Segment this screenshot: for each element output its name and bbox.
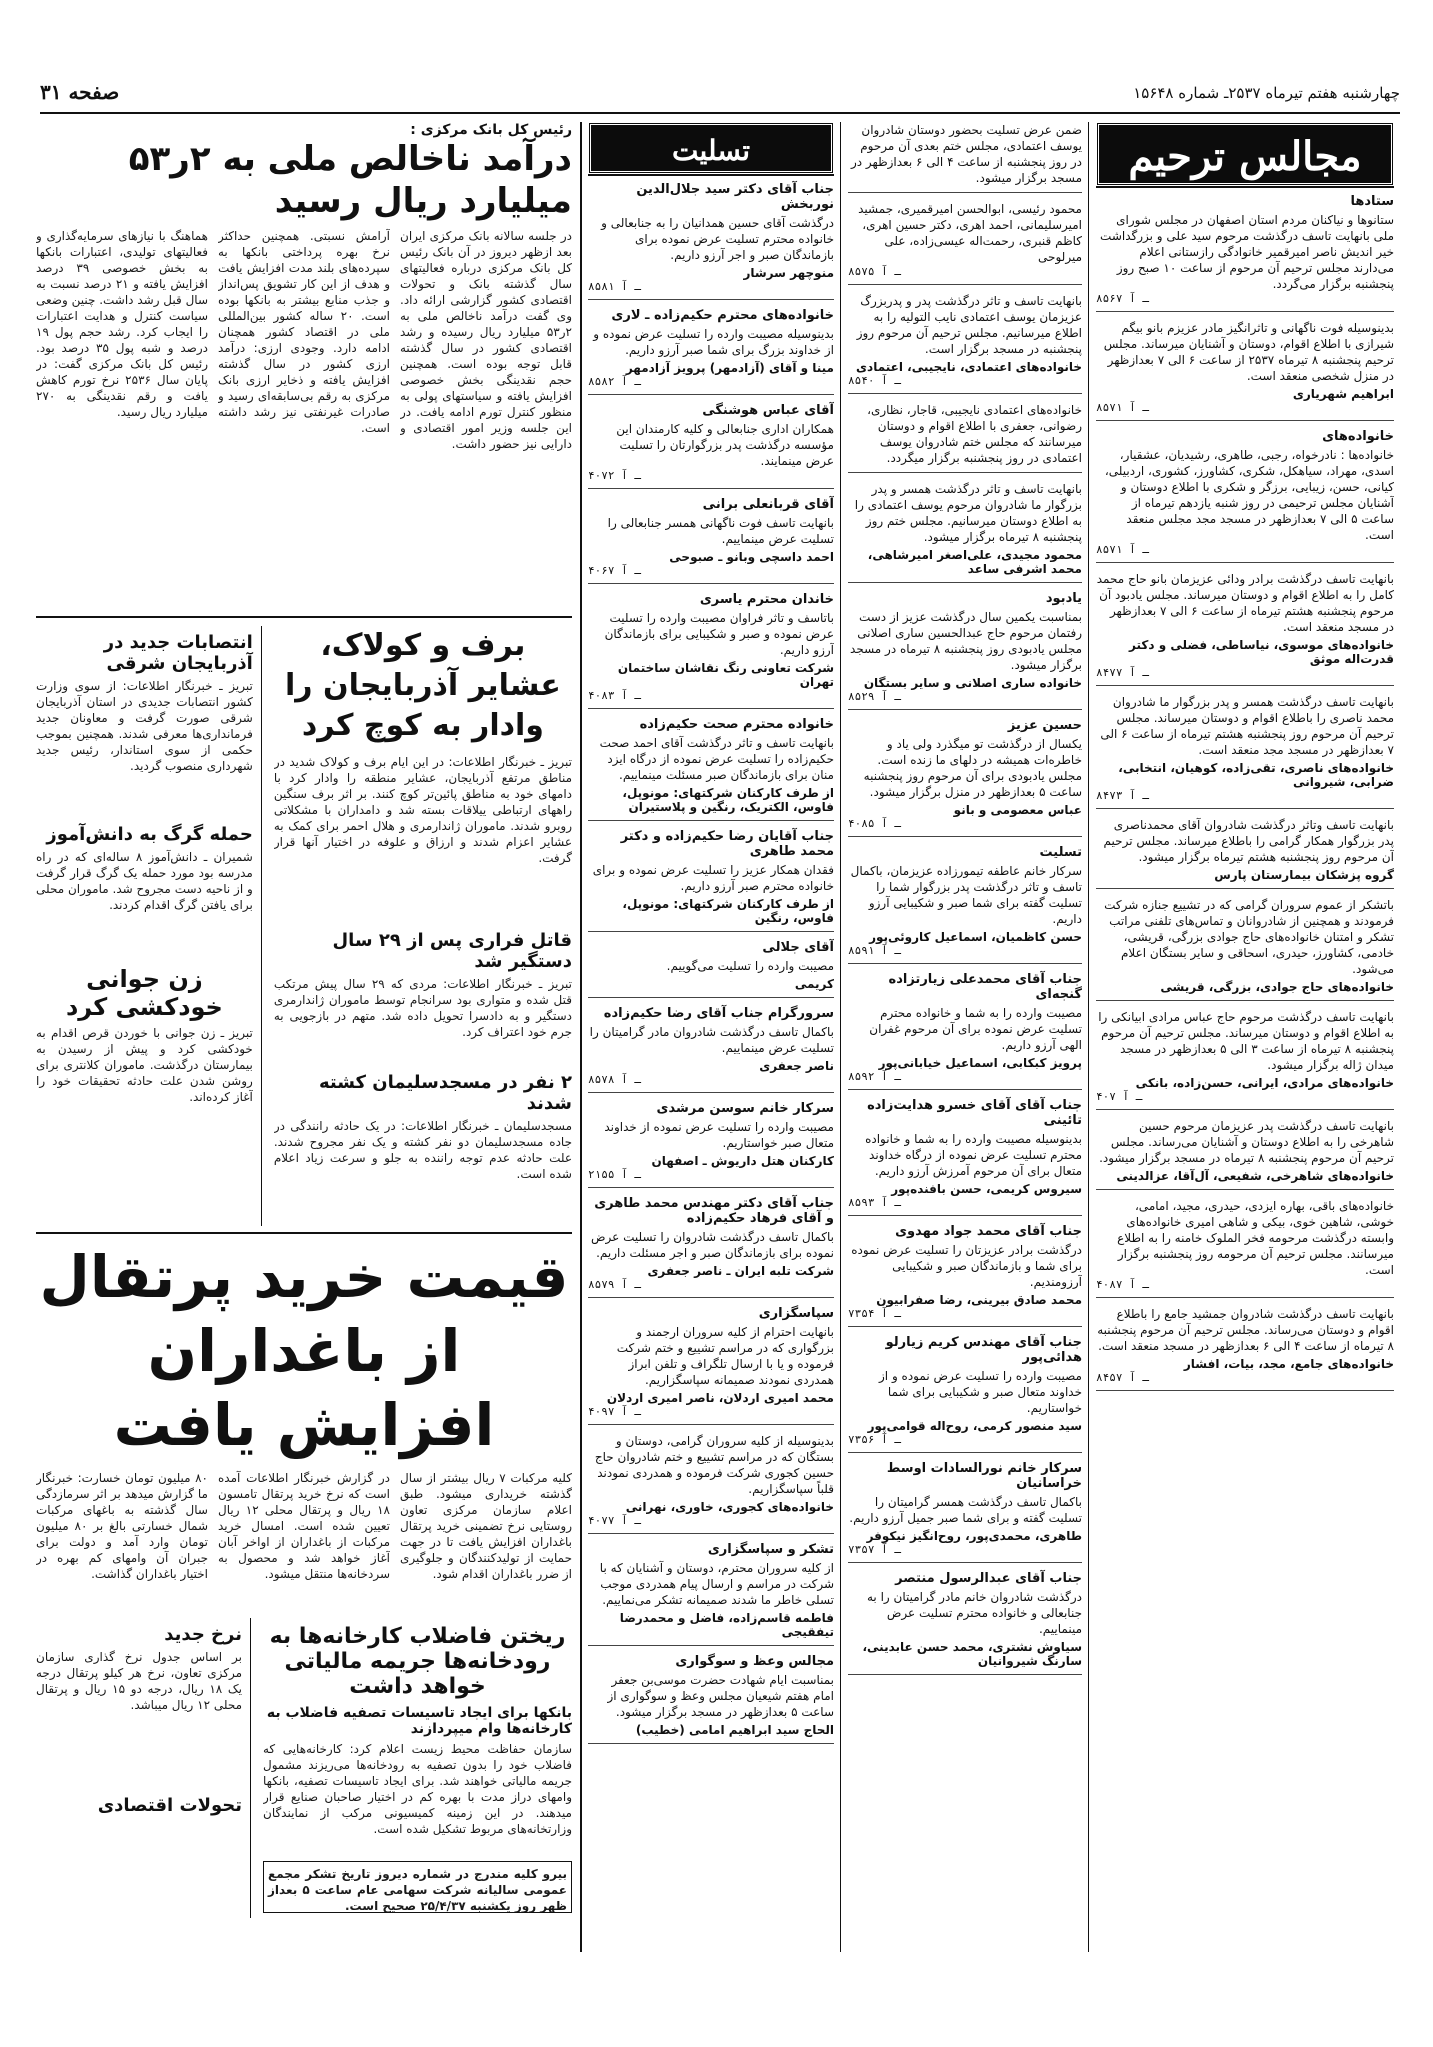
notice-signature: حسن کاظمیان، اسماعیل کاروئی‌پور	[869, 930, 1082, 944]
escape-headline: قاتل فراری پس از ۲۹ سال دستگیر شد	[332, 930, 572, 972]
notice-body: ستانوها و نیاکنان مردم استان اصفهان در مجلس شورای ملی بانهایت تاسف درگذشت مرحوم سید علی و بزرگداشت خیر اندیش ناصر امیرقمیر خانوادگی رازستانی اعلام می‌دارند مجلس ترحیم آن مرحوم از ساعت ۱۰ صبح روز پنجشنبه برگزار می‌گردد.	[1100, 213, 1394, 291]
notice-item	[588, 1306, 834, 1425]
notice-title: سرکار خانم سوسن مرشدی	[656, 1101, 834, 1116]
notice-code: ۴۰۷۲ ـ آ	[588, 469, 641, 482]
notice-signature: شرکت تلبه ایران ـ ناصر جعفری	[647, 1264, 834, 1278]
notice-body: مصیبت وارده را تسلیت عرض نموده از خداوند متعال صبر خواستاریم.	[604, 1120, 834, 1150]
notice-item	[588, 1101, 834, 1188]
notice-body: مصیبت وارده را تسلیت عرض نموده و از خداوند متعال صبر و شکیبایی برای شما خواستاریم.	[879, 1369, 1082, 1415]
notice-signature: طاهری، محمدی‌پور، روح‌انگیز نیکوفر	[866, 1529, 1082, 1543]
notice-item	[848, 1098, 1082, 1216]
notice-item	[1096, 1009, 1394, 1110]
classifieds-column-2	[848, 122, 1082, 1952]
notice-item	[588, 1654, 834, 1744]
notice-item	[848, 1335, 1082, 1453]
notice-code: ۸۵۷۸ ـ آ	[588, 1073, 641, 1086]
notice-title: جناب آقای محمدعلی زیارتزاده گنجه‌ای	[888, 972, 1082, 1002]
notice-item	[1096, 571, 1394, 686]
notice-body: فقدان همکار عزیز را تسلیت عرض نموده و برای خانواده محترم صبر آرزو داریم.	[592, 863, 834, 893]
notice-body: درگذشت برادر عزیزتان را تسلیت عرض نموده برای شما و بازماندگان صبر و شکیبایی آرزومندیم.	[851, 1243, 1082, 1289]
notice-body: بانهایت تاسف درگذشت شادروان جمشید جامع را باطلاع اقوام و دوستان می‌رساند. مجلس ترحیم آن مرحوم پنجشنبه ۸ تیرماه از ساعت ۴ الی ۶ بعدازظهر در مسجد منعقد است.	[1097, 1307, 1394, 1353]
notice-title: خاندان محترم یاسری	[699, 592, 834, 607]
notice-body: باتشکر از عموم سروران گرامی که در تشییع جنازه شرکت فرمودند و همچنین از شادروانان و تماس‌های تلفنی مراتب تشکر و امتنان خانواده‌های حاج جوادی بزرگی، قریشی، خادمی، کشاورز، حیدری، اسحاقی و سایر بستگان اعلام می‌شود.	[1104, 898, 1394, 976]
notice-item	[588, 940, 834, 998]
price-headline: نرخ جدید	[164, 1624, 242, 1645]
price-text: بر اساس جدول نرخ گذاری سازمان مرکزی تعاون، نرخ هر کیلو پرتقال درجه یک ۱۸ ریال، درجه دو ۱۵ ریال و پرتقال محلی ۱۲ ریال میباشد.	[36, 1650, 242, 1712]
notice-code: ۸۵۲۹ ـ آ	[848, 690, 901, 703]
top-story-col: هماهنگ با نیازهای سرمایه‌گذاری و فعالیتهای تولیدی، اعتبارات بانکها به بخش خصوصی ۳۹ درصد افزایش یافته و ۲۱ درصد نسبت به سال قبل رشد داشت. چنین وضعی سیاست کنترل و هدایت اعتبارات را ایجاب کرد. رشد حجم پول ۱۹ درصد و شبه پول ۳۵ درصد بود. رئیس کل بانک مرکزی گفت: در پایان سال ۲۵۳۶ نرخ تورم کاهش یافت و رقم نقدینگی به ۲۷۰ میلیارد ریال رسید.	[36, 229, 208, 419]
notice-body: محمود رئیسی، ابوالحسن امیرقمیری، جمشید امیرسلیمانی، احمد اهری، دکتر حسین اهری، کاظم قنبری، رحمت‌اله عیسی‌زاده، علی میرلوحی	[858, 202, 1082, 264]
notice-item	[848, 1224, 1082, 1327]
attack-headline: حمله گرگ به دانش‌آموز	[46, 824, 253, 845]
notice-body: بدینوسیله مصیبت وارده را به شما و خانواده محترم تسلیت عرض نموده از درگاه خداوند متعال برای آن مرحوم آمرزش آرزو داریم.	[865, 1132, 1082, 1178]
notice-item	[588, 592, 834, 709]
wastewater-story	[263, 1618, 572, 1918]
economic-headline: تحولات اقتصادی	[97, 1795, 242, 1816]
top-story	[36, 228, 572, 608]
notice-body: باکمال تاسف درگذشت همسر گرامیتان را تسلیت گفته و برای شما صبر جمیل آرزو داریم.	[849, 1495, 1082, 1525]
notice-title: تشکر و سپاسگزاری	[707, 1542, 834, 1557]
notice-item	[588, 497, 834, 584]
notice-code: ۴۰۸۳ ـ آ	[588, 689, 641, 702]
notice-title: جناب آقای دکتر مهندس محمد طاهری و آقای فرهاد حکیم‌زاده	[594, 1196, 834, 1226]
notice-body: بانهایت تاسف درگذشت همسر و پدر بزرگوار ما شادروان محمد ناصری را باطلاع اقوام و دوستان میرساند. مجلس ترحیم آن مرحوم روز پنجشنبه هشتم تیرماه از ساعت ۶ الی ۷ بعدازظهر در مسجد مجد منعقد است.	[1100, 695, 1394, 757]
notice-signature: محمود مجیدی، علی‌اصغر امیرشاهی، محمد اشرفی ساعد	[867, 548, 1082, 576]
notice-title: خانواده‌های	[1322, 429, 1394, 444]
notice-item	[848, 972, 1082, 1090]
issue-line: چهارشنبه هفتم تیرماه ۲۵۳۷ـ شماره ۱۵۶۴۸	[1133, 84, 1400, 102]
notice-body: باکمال تاسف درگذشت شادروان مادر گرامیتان را تسلیت عرض مینماییم.	[589, 1025, 834, 1055]
notice-signature: سید منصور کرمی، روح‌اله قوامی‌پور	[867, 1419, 1082, 1433]
snow-story	[274, 626, 572, 1226]
notice-body: خانواده‌های باقی، بهاره ایزدی، حیدری، مجید، امامی، خوشی، شاهین خوی، بیکی و شاهی امیری خانواده‌های وابسته درگذشت مرحومه فخر الملوک خامنه را به اطلاع میرسانند. مجلس ترحیم آن مرحومه روز پنجشنبه برگزار است.	[1117, 1199, 1394, 1277]
notice-body: ضمن عرض تسلیت بحضور دوستان شادروان یوسف اعتمادی، مجلس ختم بعدی آن مرحوم در روز پنجشنبه از ساعت ۴ الی ۶ بعدازظهر در مسجد برگزار میشود.	[850, 123, 1082, 185]
notice-item	[588, 403, 834, 489]
notice-signature: خانواده‌های ناصری، تقی‌زاده، کوهیان، انتخابی، ضرابی، شیروانی	[1118, 761, 1394, 789]
notice-title: جناب آقای محمد جواد مهدوی	[895, 1224, 1082, 1239]
notice-item	[1096, 897, 1394, 1001]
notice-item	[848, 718, 1082, 837]
notice-code: ۷۳۵۶ ـ آ	[848, 1433, 901, 1446]
notice-title: سرکار خانم نورالسادات اوسط خراسانیان	[886, 1461, 1082, 1491]
mid-stories	[36, 626, 572, 1226]
notice-code: ۸۵۷۱ ـ آ	[1096, 401, 1149, 414]
notice-title: سپاسگزاری	[758, 1306, 834, 1321]
young-headline: زن جوانی خودکشی کرد	[65, 965, 223, 1021]
notice-item	[1096, 1118, 1394, 1190]
notice-signature: الحاج سید ابراهیم امامی (خطیب)	[635, 1723, 834, 1737]
wastewater-bullet: بانکها برای ایجاد تاسیسات تصفیه فاضلاب به کارخانه‌ها وام میپردازند	[266, 1705, 572, 1737]
notice-title: خانواده‌های محترم حکیم‌زاده ـ لاری	[611, 308, 834, 323]
notice-signature: فاطمه قاسم‌زاده، فاضل و محمدرضا تیفقیجی	[619, 1611, 834, 1639]
notice-list	[588, 182, 834, 1744]
mosque-text: مسجدسلیمان ـ خبرنگار اطلاعات: در یک حادثه رانندگی در جاده مسجدسلیمان دو نفر کشته و یک نفر مجروح شدند. علت حادثه عدم توجه راننده به جلو و سرعت زیاد اعلام شده است.	[273, 1119, 572, 1181]
notice-title: یادبود	[1045, 591, 1082, 606]
notice-item	[588, 1006, 834, 1093]
notice-body: بانهایت تاسف درگذشت برادر ودائی عزیزمان بانو حاج محمد کامل را به اطلاع اقوام و دوستان میرساند. مجلس یادبود آن مرحوم پنجشنبه هشتم تیرماه از ساعت ۶ الی ۷ بعدازظهر در مسجد منعقد است.	[1096, 572, 1394, 634]
notice-signature: کریمی	[794, 977, 834, 991]
notice-item	[848, 481, 1082, 583]
orange-text: کلیه مرکبات ۷ ریال بیشتر از سال گذشته خریداری میشود. طبق اعلام سازمان مرکزی تعاون روستایی نرخ تضمینی خرید پرتقال باغداران افزایش یافت تا در جهت حمایت از تولیدکنندگان و جلوگیری از ضرر باغداران اقدام شود.	[400, 1471, 572, 1581]
notice-code: ۴۰۸۵ ـ آ	[848, 817, 901, 830]
notice-body: بدینوسیله مصیبت وارده را تسلیت عرض نموده و از خداوند بزرگ برای شما صبر آرزو داریم.	[593, 327, 834, 357]
notice-body: بمناسبت یکمین سال درگذشت عزیز از دست رفتمان مرحوم حاج عبدالحسین ساری اصلانی مجلس یادبودی روز پنجشنبه ۸ تیرماه در مسجد برگزار میشود.	[850, 610, 1082, 672]
notice-item	[588, 182, 834, 300]
notice-item	[1096, 694, 1394, 809]
notice-code: ۸۵۴۰ ـ آ	[848, 374, 901, 387]
snow-headline: برف و کولاک، عشایر آذربایجان را وادار به کوچ کرد	[284, 628, 561, 743]
majales-banner: مجالس ترحیم	[1096, 122, 1394, 186]
tasliat-banner: تسلیت	[588, 122, 834, 174]
young-text: تبریز ـ زن جوانی با خوردن قرص اقدام به خودکشی کرد و پیش از رسیدن به بیمارستان درگذشت. ماموران کلانتری برای روشن شدن علت حادثه تحقیقات خود را آغاز کرده‌اند.	[36, 1026, 253, 1104]
section-rule	[580, 122, 582, 1952]
notice-body: بمناسبت ایام شهادت حضرت موسی‌بن جعفر امام هفتم شیعیان مجلس وعظ و سوگواری از ساعت ۵ بعدازظهر در مسجد برگزار میشود.	[607, 1673, 834, 1719]
wastewater-headline: ریختن فاضلاب کارخانه‌ها به رودخانه‌ها جریمه مالیاتی خواهد داشت	[269, 1624, 566, 1699]
notice-title: ستادها	[1350, 194, 1394, 209]
notice-code: ۸۴۷۳ ـ آ	[1096, 789, 1149, 802]
orange-story	[36, 1470, 572, 1610]
notice-item	[1096, 1306, 1394, 1391]
orange-text: در گزارش خبرنگار اطلاعات آمده است که نرخ خرید پرتقال تامسون ۱۸ ریال و پرتقال محلی ۱۲ ریال تعیین شده است. امسال خرید مرکبات از باغداران از اواخر آبان آغاز خواهد شد و محصول به سردخانه‌ها منتقل میشود.	[218, 1471, 390, 1581]
attack-text: شمیران ـ دانش‌آموز ۸ ساله‌ای که در راه مدرسه بود مورد حمله یک گرگ قرار گرفت و از ناحیه دست مجروح شد. ماموران محلی برای یافتن گرگ اقدام کردند.	[36, 850, 253, 912]
classifieds-column-1	[1096, 122, 1394, 1952]
notice-body: یکسال از درگذشت تو میگذرد ولی یاد و خاطره‌ات همیشه در دلهای ما زنده است. مجلس یادبودی برای آن مرحوم روز پنجشنبه ساعت ۵ بعدازظهر در منزل برگزار میشود.	[863, 737, 1082, 799]
orange-headline: از باغداران افزایش یافت	[113, 1317, 495, 1459]
notice-signature: احمد داسچی وبانو ـ صبوحی	[669, 550, 834, 564]
notice-signature: از طرف کارکنان شرکتهای: مونوپل، فاوس، رنگین	[622, 897, 834, 925]
notice-code: ۴۰۸۷ ـ آ	[1096, 1278, 1149, 1291]
notice-code: ۴۰۷۷ ـ آ	[588, 1514, 641, 1527]
notice-signature: گروه پزشکان بیمارستان پارس	[1214, 868, 1394, 882]
notice-signature: محمد صادق بیرینی، رضا صفرابیون	[876, 1293, 1082, 1307]
notice-signature: ناصر جعفری	[759, 1059, 834, 1073]
notice-code: ۴۰۶۷ ـ آ	[588, 564, 641, 577]
notice-item	[588, 829, 834, 932]
escape-text: تبریز ـ خبرنگار اطلاعات: مردی که ۲۹ سال پیش مرتکب قتل شده و متواری بود سرانجام توسط ماموران ژاندارمری دستگیر و به دادسرا تحویل داده شد. متهم در بازجویی به جرم خود اعتراف کرد.	[273, 977, 572, 1039]
notice-body: بانهایت تاسف درگذشت مرحوم حاج عباس مرادی ابیانکی را به اطلاع اقوام و دوستان میرساند. مجلس ترحیم آن مرحوم پنجشنبه ۸ تیرماه از ساعت ۳ الی ۵ بعدازظهر در مسجد میدان ژاله برگزار میشود.	[1098, 1010, 1394, 1072]
notice-body: بانهایت تاسف فوت ناگهانی همسر جنابعالی را تسلیت عرض مینماییم.	[607, 516, 834, 546]
top-story-col: در جلسه سالانه بانک مرکزی ایران بعد ازظهر دیروز در آن بانک رئیس کل بانک مرکزی درباره فعالیتهای سال گذشته بانک و تحولات اقتصادی کشور گزارشی ارائه داد. وی گفت درآمد ناخالص ملی به ۲ر۵۳ میلیارد ریال رسیده و رشد اقتصادی کشور در سال گذشته قابل توجه بوده است. همچنین حجم نقدینگی بخش خصوصی افزایش یافته و سیاستهای پولی به منظور کنترل تورم ادامه یافت. در این جلسه وزیر امور اقتصادی و دارایی نیز حضور داشت.	[400, 229, 572, 451]
snow-text: تبریز ـ خبرنگار اطلاعات: در این ایام برف و کولاک شدید در مناطق مرتفع آذربایجان، عشایر منطقه را وادار کرد با دامهای خود به مناطق پائین‌تر کوچ کنند. بر اثر برف سنگین راههای ارتباطی ییلاقات بسته شد و دامداران با مشکلاتی روبرو شدند. ماموران ژاندارمری و هلال احمر برای کمک به عشایر اعزام شدند و ارزاق و علوفه در اختیار آنها قرار گرفت.	[273, 755, 572, 865]
notice-item	[588, 1433, 834, 1534]
orange-text: ۸۰ میلیون تومان خسارت: خبرنگار ما گزارش میدهد بر اثر سرمازدگی سال گذشته به باغهای مرکبات شمال خسارتی بالغ بر ۸۰ میلیون تومان وارد آمد و دولت برای جبران آن وامهای کم بهره در اختیار باغداران گذاشت.	[36, 1471, 208, 1581]
notice-body: بانهایت تاسف و تاثر درگذشت آقای احمد صحت حکیم‌زاده را تسلیت عرض نموده از درگاه ایزد منان برای بازماندگان صبر مسئلت مینماییم.	[599, 736, 834, 782]
regional-news	[36, 626, 262, 1226]
notice-signature: کارکنان هتل داریوش ـ اصفهان	[651, 1154, 834, 1168]
notice-signature: ابراهیم شهریاری	[1292, 387, 1394, 401]
notice-signature: خانواده‌های حاج جوادی، بزرگی، قریشی	[1160, 980, 1394, 994]
tabriz-headline: انتصابات جدید در آذربایجان شرقی	[103, 632, 253, 674]
mosque-headline: ۲ نفر در مسجدسلیمان کشته شدند	[318, 1072, 572, 1114]
notice-title: حسین عزیز	[1007, 718, 1082, 733]
notice-body: سرکار خانم عاطفه تیمورزاده عزیزمان، باکمال تاسف و تاثر درگذشت پدر بزرگوار شما را تسلیت گفته برای شما صبر و شکیبایی آرزو داریم.	[850, 864, 1082, 926]
notice-code: ۷۳۵۷ ـ آ	[848, 1543, 901, 1556]
notice-code: ۸۴۷۷ ـ آ	[1096, 666, 1149, 679]
notice-body: بدینوسیله از کلیه سروران گرامی، دوستان و بستگان که در مراسم تشییع و ختم شادروان حاج حسین کجوری شرکت فرموده و همدردی نمودند قلباً سپاسگزاریم.	[594, 1434, 834, 1496]
notice-signature: خانواده‌های مرادی، ایرانی، حسن‌زاده، بانکی	[1135, 1076, 1394, 1090]
notice-title: جناب آقای آقای خسرو هدایت‌زاده تائینی	[867, 1098, 1082, 1128]
notice-title: مجالس وعظ و سوگواری	[675, 1654, 834, 1669]
notice-code: ۸۵۸۱ ـ آ	[588, 280, 641, 293]
notice-signature: محمد امیری اردلان، ناصر امیری اردلان	[606, 1391, 834, 1405]
notice-item	[848, 201, 1082, 285]
notice-list	[1096, 194, 1394, 1391]
notice-body: بانهایت تاسف و تاثر درگذشت همسر و پدر بزرگوار ما شادروان مرحوم یوسف اعتمادی را به اطلاع دوستان میرسانیم. مجلس ختم روز پنجشنبه ۸ تیرماه برگزار میشود.	[854, 482, 1082, 544]
notice-signature: خانواده‌های شاهرخی، شفیعی، آل‌آقا، عزالدینی	[1116, 1169, 1394, 1183]
notice-signature: عباس معصومی و بانو	[953, 803, 1082, 817]
notice-body: از کلیه سروران محترم، دوستان و آشنایان که با شرکت در مراسم و ارسال پیام همدردی موجب تسلی خاطر ما شدند صمیمانه تشکر می‌نماییم.	[599, 1561, 834, 1607]
notice-item	[848, 402, 1082, 473]
notice-signature: پرویز کبکابی، اسماعیل خیابانی‌پور	[878, 1056, 1082, 1070]
notice-body: بدینوسیله فوت ناگهانی و تاثرانگیز مادر عزیزم بانو بیگم شیرازی با اطلاع اقوام، دوستان و آشنایان میرساند. مجلس ترحیم پنجشنبه ۸ تیرماه ۲۵۳۷ از ساعت ۶ الی ۷ بعدازظهر در منزل شخصی منعقد است.	[1103, 321, 1394, 383]
notice-code: ۸۵۷۹ ـ آ	[588, 1278, 641, 1291]
notice-signature: خانواده‌های جامع، مجد، بیات، افشار	[1183, 1357, 1394, 1371]
notice-body: خانواده‌های اعتمادی نایجیبی، قاجار، نظاری، رضوانی، جعفری با اطلاع اقوام و دوستان میرسانند که مجلس ختم شادروان یوسف اعتمادی در روز پنجشنبه برگزار میگردد.	[867, 403, 1082, 465]
tabriz-text: تبریز ـ خبرنگار اطلاعات: از سوی وزارت کشور انتصابات جدیدی در استان آذربایجان شرقی صورت گرفت و معاونان جدید فرمانداری‌ها معرفی شدند. همچنین بموجب حکمی از سوی استاندار، رئیس جدید شهرداری منصوب گردید.	[36, 679, 253, 773]
notice-body: باکمال تاسف درگذشت شادروان را تسلیت عرض نموده برای بازماندگان صبر و اجر مسئلت داریم.	[591, 1230, 834, 1260]
notice-body: درگذشت شادروان خانم مادر گرامیتان را به جنابعالی و خانواده محترم تسلیت عرض مینماییم.	[867, 1590, 1082, 1636]
classifieds-column-3	[588, 122, 834, 1952]
page-header	[40, 80, 1400, 114]
notice-signature: خانواده‌های اعتمادی، نایجیبی، اعتمادی	[856, 360, 1082, 374]
notice-code: ۸۵۷۱ ـ آ	[1096, 543, 1149, 556]
notice-item	[848, 1461, 1082, 1563]
bottom-stories	[36, 1618, 572, 1918]
notice-code: ۴۰۹۷ ـ آ	[588, 1405, 641, 1418]
price-story	[36, 1618, 251, 1918]
notice-title: تسلیت	[1039, 845, 1082, 860]
notice-title: سرورگرام جناب آقای رضا حکیم‌زاده	[603, 1006, 834, 1021]
top-story-col: آرامش نسبتی. همچنین حداکثر نرخ بهره پرداختی بانکها به سپرده‌های بلند مدت افزایش یافت و هدف از این کار تشویق پس‌انداز و جذب منابع بیشتر به بانکها بوده است. ۲۰ ساله کشور بین‌المللی ملی در اقتصاد کشور همچنان ادامه دارد. وجودی ارزی: درآمد ارزی کشور در سال گذشته افزایش یافته و ذخایر ارزی بانک مرکزی به رقم بی‌سابقه‌ای رسید و صادرات غیرنفتی نیز رشد داشته است.	[218, 229, 390, 435]
notice-item	[588, 1542, 834, 1646]
notice-title: جناب آقایان رضا حکیم‌زاده و دکتر محمد طاهری	[620, 829, 834, 859]
notice-body: بانهایت تاسف درگذشت پدر عزیزمان مرحوم حسین شاهرخی را به اطلاع دوستان و آشنایان می‌رساند. مجلس ترحیم آن مرحوم پنجشنبه ۸ تیرماه در مسجد برگزار میشود.	[1099, 1119, 1394, 1165]
notice-item	[588, 1196, 834, 1298]
notice-item	[1096, 1198, 1394, 1298]
notice-code: ۸۵۹۳ ـ آ	[848, 1196, 901, 1209]
notice-item	[1096, 320, 1394, 421]
divider	[36, 1232, 572, 1234]
news-area	[36, 122, 572, 1952]
notice-body: مصیبت وارده را به شما و خانواده محترم تسلیت عرض نموده برای آن مرحوم غفران الهی آرزو داریم.	[869, 1006, 1082, 1052]
notice-item	[1096, 429, 1394, 563]
notice-item	[588, 717, 834, 821]
notice-list	[848, 122, 1082, 1675]
notice-item	[588, 308, 834, 395]
notice-body: مصیبت وارده را تسلیت می‌گوییم.	[666, 959, 834, 973]
notice-title: جناب آقای دکتر سید جلال‌الدین نوربخش	[636, 182, 834, 212]
notice-body: درگذشت آقای حسین همدانیان را به جنابعالی و خانواده محترم تسلیت عرض نموده برای بازماندگان صبر و اجر آرزو داریم.	[601, 216, 834, 262]
notice-item	[848, 293, 1082, 394]
notice-title: جناب آقای مهندس کریم زیارلو هدائی‌پور	[885, 1335, 1082, 1365]
notice-signature: شرکت تعاونی رنگ نقاشان ساختمان تهران	[617, 661, 834, 689]
notice-body: بانهایت احترام از کلیه سروران ارجمند و بزرگواری که در مراسم تشییع و ختم شرکت فرموده و یا با ارسال تلگراف و تلفن ابراز همدردی نمودند صمیمانه سپاسگزاریم.	[616, 1325, 834, 1387]
notice-title: آقای جلالی	[762, 940, 834, 955]
top-headline: درآمد ناخالص ملی به ۲ر۵۳ میلیارد ریال رسید	[128, 139, 572, 221]
notice-body: باتاسف و تاثر فراوان مصیبت وارده را تسلیت عرض نموده و صبر و شکیبایی برای بازماندگان آرزو داریم.	[604, 611, 834, 657]
notice-signature: خانواده ساری اصلانی و سایر بستگان	[863, 676, 1082, 690]
notice-body: همکاران اداری جنابعالی و کلیه کارمندان این مؤسسه درگذشت پدر بزرگوارتان را تسلیت عرض مینمایند.	[616, 422, 834, 468]
notice-code: ۸۴۵۷ ـ آ	[1096, 1371, 1149, 1384]
notice-item	[848, 845, 1082, 964]
notice-item	[848, 591, 1082, 710]
notice-body: بانهایت تاسف و تاثر درگذشت پدر و پدربزرگ عزیزمان یوسف اعتمادی نایب التولیه را به اطلاع میرسانیم. مجلس ترحیم آن مرحوم روز پنجشنبه در مسجد برگزار است.	[856, 294, 1082, 356]
notice-signature: منوچهر سرشار	[743, 266, 834, 280]
correction-note: بیرو کلیه مندرج در شماره دیروز تاریخ تشکر مجمع عمومی سالیانه شرکت سهامی عام ساعت ۵ بعداز ظهر روز یکشنبه ۲۵/۴/۳۷ صحیح است.	[263, 1861, 572, 1913]
top-kicker: رئیس کل بانک مرکزی :	[410, 122, 572, 138]
column-rule	[1088, 122, 1089, 1952]
notice-item	[848, 1571, 1082, 1675]
divider	[36, 616, 572, 618]
notice-title: جناب آقای عبدالرسول منتصر	[895, 1571, 1082, 1586]
notice-item	[1096, 817, 1394, 889]
notice-title: آقای عباس هوشنگی	[702, 403, 834, 418]
notice-code: ۸۵۹۱ ـ آ	[848, 944, 901, 957]
notice-item	[848, 122, 1082, 193]
notice-signature: سیاوش نشتری، محمد حسن عابدینی، سارنگ شیروانیان	[862, 1640, 1082, 1668]
notice-code: ۷۳۵۴ ـ آ	[848, 1307, 901, 1320]
notice-code: ۲۱۵۵ ـ آ	[588, 1168, 641, 1181]
notice-signature: سیروس کریمی، حسن بافنده‌پور	[891, 1182, 1082, 1196]
notice-title: خانواده محترم صحت حکیم‌زاده	[639, 717, 834, 732]
notice-signature: خانواده‌های کجوری، خاوری، نهرانی	[625, 1500, 834, 1514]
notice-code: ۴۰۷ ـ آ	[1096, 1090, 1143, 1103]
orange-headline: قیمت خرید پرتقال	[39, 1243, 569, 1311]
notice-signature: مینا و آقای (آزادمهر) پرویز آزادمهر	[625, 361, 834, 375]
column-rule	[840, 122, 841, 1952]
notice-code: ۸۵۶۷ ـ آ	[1096, 292, 1149, 305]
notice-signature: از طرف کارکنان شرکتهای: مونوپل، فاوس، الکتریک، رنگین و پلاستیران	[622, 786, 834, 814]
wastewater-text: سازمان حفاظت محیط زیست اعلام کرد: کارخانه‌هایی که فاضلاب خود را بدون تصفیه به رودخانه‌ها می‌ریزند مشمول جریمه مالیاتی خواهند شد. برای ایجاد تاسیسات تصفیه، بانکها وامهای دراز مدت با بهره کم در اختیار صاحبان صنایع قرار میدهند. در این زمینه کمیسیونی مرکب از نمایندگان وزارتخانه‌های مربوط تشکیل شده است.	[263, 1742, 572, 1836]
notice-title: آقای قربانعلی برانی	[702, 497, 834, 512]
notice-item	[1096, 194, 1394, 312]
notice-body: خانواده‌ها : نادرخواه، رجبی، طاهری، رشیدیان، عشقیار، اسدی، مهراد، سیاهکل، شکری، کشاورز، کشوری، اردبیلی، کیانی، حسن، زیبایی، برزگر و شکری با اطلاع دوستان و آشنایان مجلس ترحیمی در روز شنبه یازدهم تیرماه از ساعت ۵ الی ۷ بعدازظهر در مسجد مجد مجلس منعقد است.	[1104, 448, 1394, 542]
page-number: صفحه ۳۱	[40, 80, 120, 104]
notice-code: ۸۵۷۵ ـ آ	[848, 265, 901, 278]
notice-body: بانهایت تاسف وتاثر درگذشت شادروان آقای محمدناصری پدر بزرگوار همکار گرامی را باطلاع میرساند. مجلس ترحیم آن مرحوم روز پنجشنبه هشتم تیرماه برگزار میشود.	[1103, 818, 1394, 864]
notice-code: ۸۵۸۲ ـ آ	[588, 375, 641, 388]
notice-code: ۸۵۹۲ ـ آ	[848, 1070, 901, 1083]
notice-signature: خانواده‌های موسوی، نیاساطی، فضلی و دکتر قدرت‌اله موثق	[1129, 638, 1394, 666]
